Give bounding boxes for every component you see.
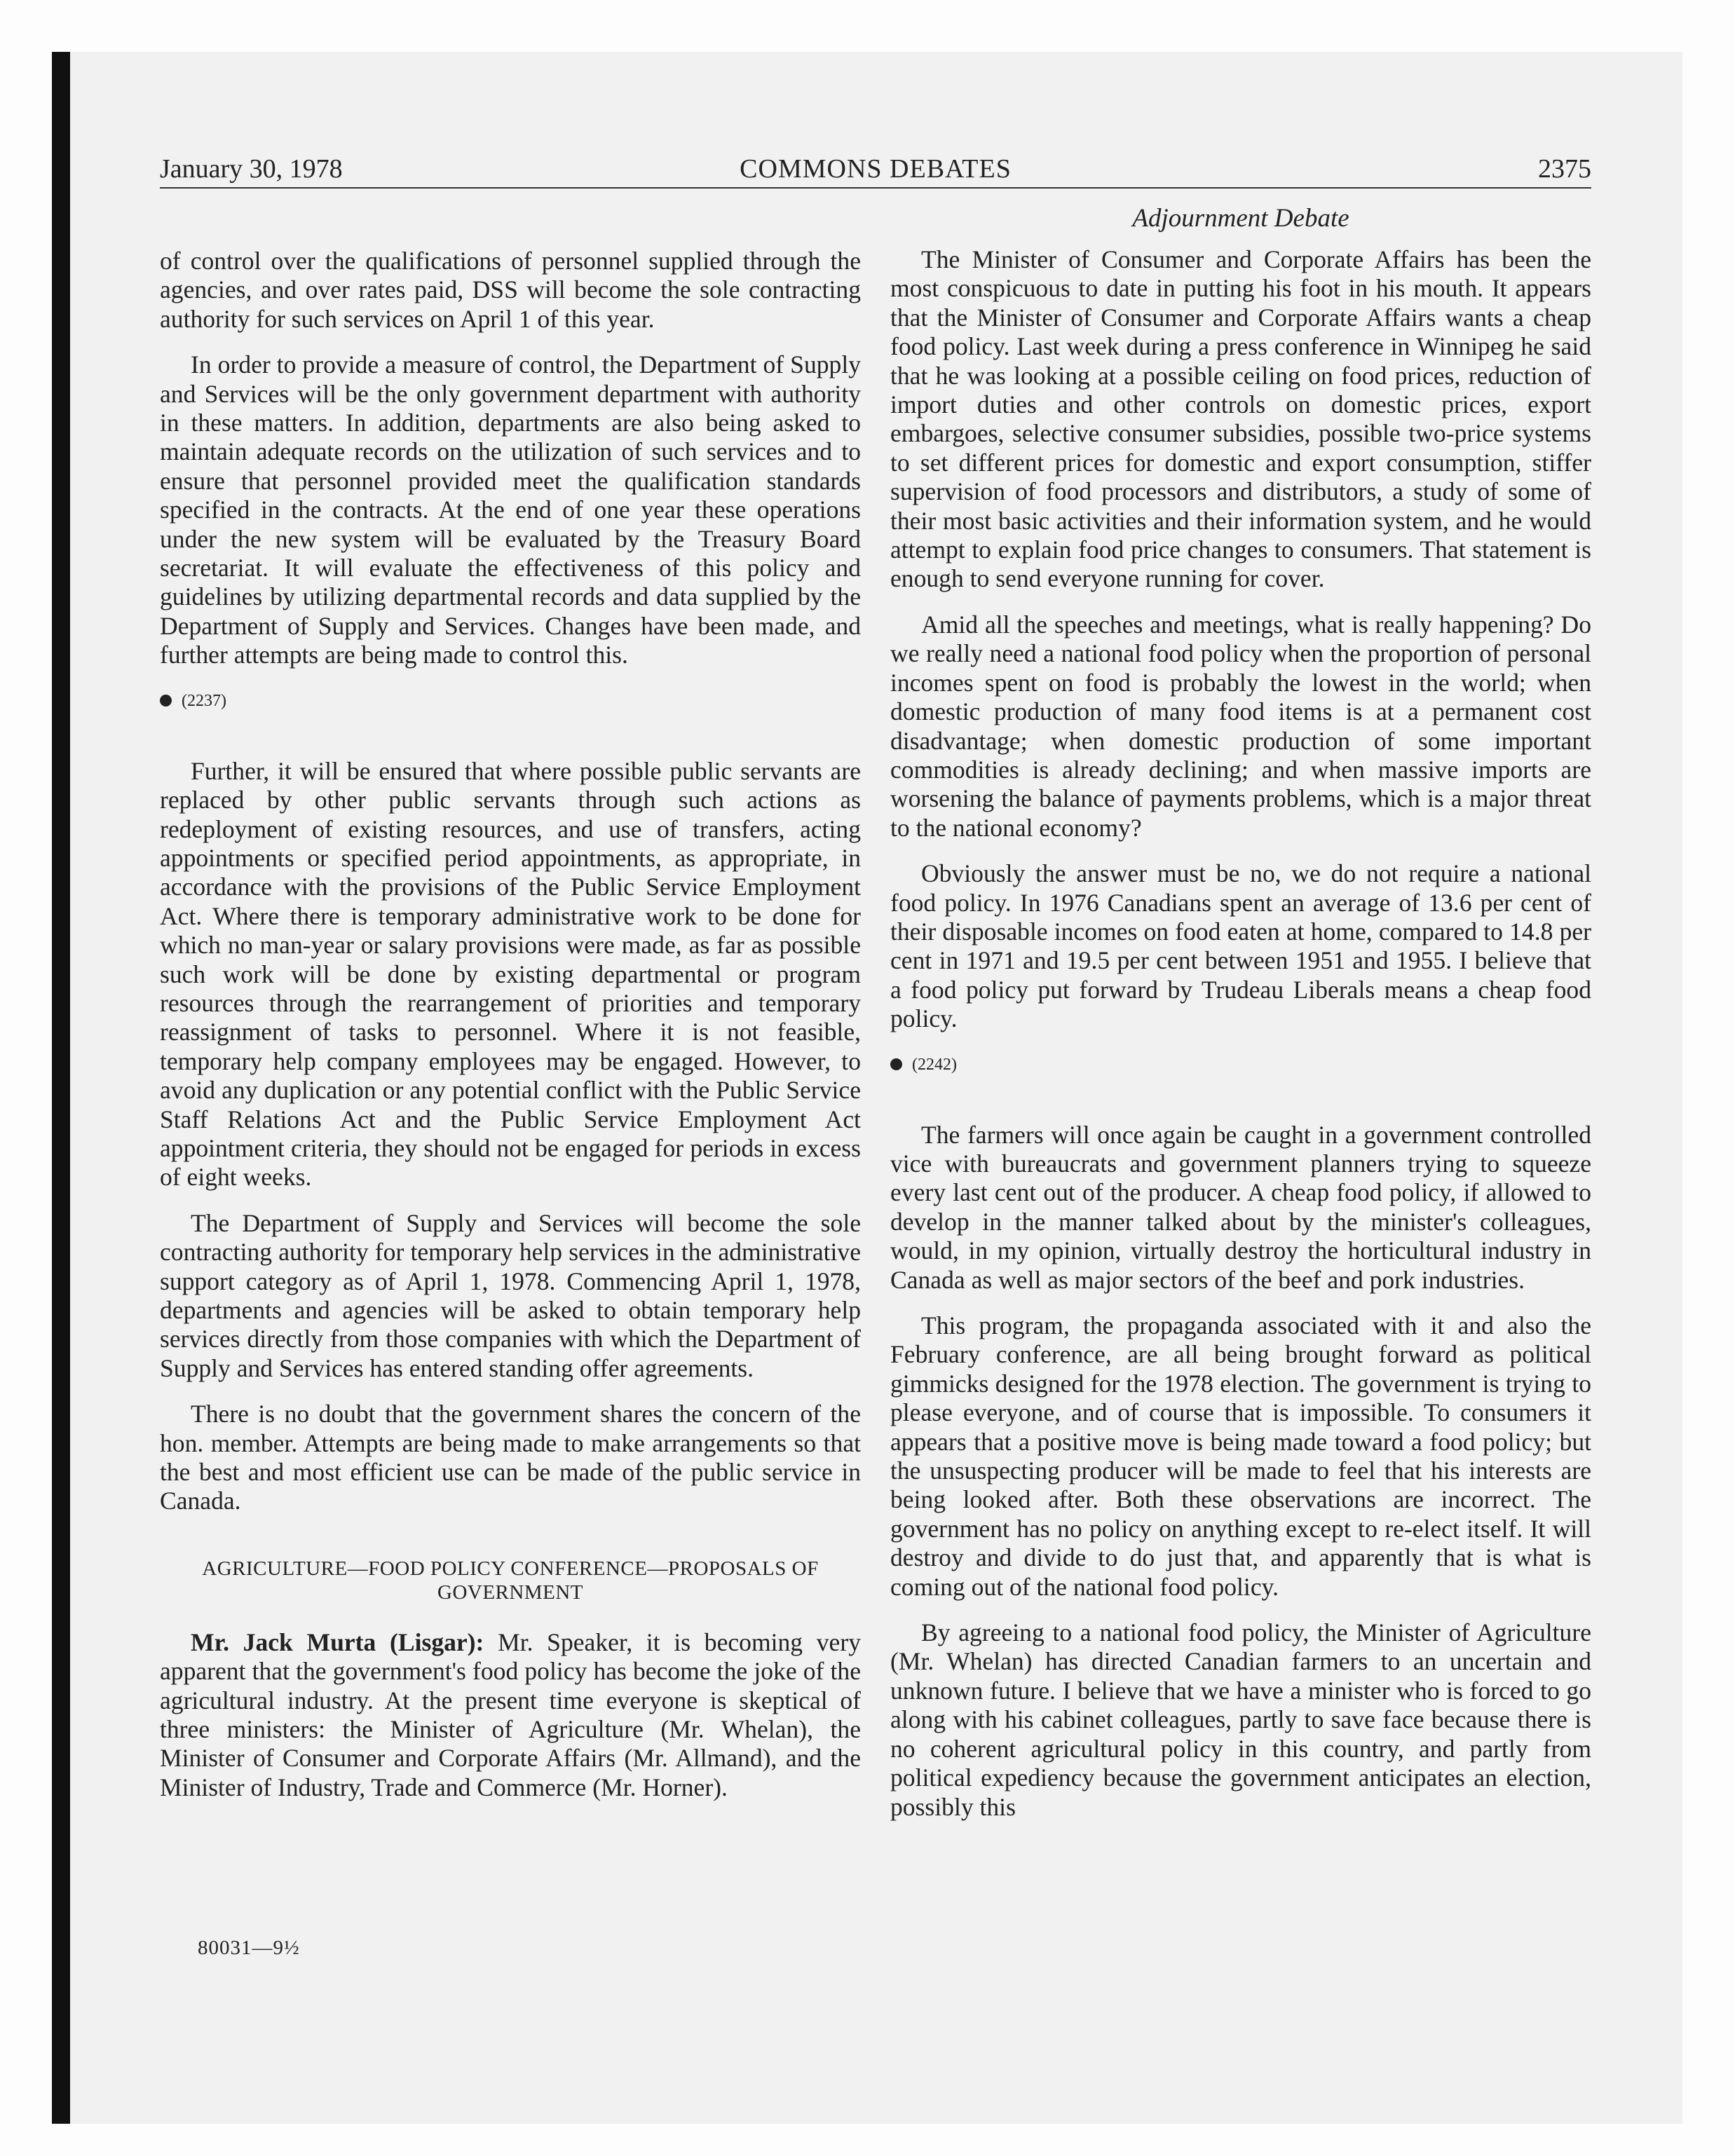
time-marker-label: (2237) <box>182 691 226 710</box>
paragraph: The Minister of Consumer and Corporate Affairs has been the most conspicuous to date in putting his foot in his mouth. It appears that the Minister of Consumer and Corporate Affairs wants a cheap food policy. Last week during a press conference in Winnipeg he said that he was looking at a possible ceiling on food prices, reduction of import duties and other controls on domestic prices, export embargoes, selective consumer subsidies, possible two-price systems to set different prices for domestic and export consumption, stiffer supervision of food processors and distributors, a study of some of their most basic activities and their information system, and he would attempt to explain food price changes to consumers. That statement is enough to send everyone running for cover. <box>890 245 1591 593</box>
paragraph: The farmers will once again be caught in a government controlled vice with bureaucrats and government planners trying to squeeze every last cent out of the producer. A cheap food policy, if allowed to develop in the manner talked about by the minister's colleagues, would, in my opinion, virtually destroy the horticultural industry in Canada as well as major sectors of the beef and pork industries. <box>890 1120 1591 1294</box>
paragraph: This program, the propaganda associated with it and also the February conference, are all being brought forward as political gimmicks designed for the 1978 election. The government is trying to please everyone, and of course that is impossible. To consumers it appears that a positive move is being made toward a food policy; but the unsuspecting producer will be made to feel that his interests are being looked after. Both these observations are incorrect. The government has no policy on anything except to re-elect itself. It will destroy and divide to do just that, and apparently that is what is coming out of the national food policy. <box>890 1311 1591 1601</box>
paragraph: Amid all the speeches and meetings, what is really happening? Do we really need a national food policy when the proportion of personal incomes spent on food is probably the lowest in the world; when domestic production of many food items is at a permanent cost disadvantage; when domestic production of some important commodities is already declining; and when massive imports are worsening the balance of payments problems, which is a major threat to the national economy? <box>890 610 1591 842</box>
paragraph: of control over the qualifications of personnel supplied through the agencies, and over rates paid, DSS will become the sole contracting authority for such services on April 1 of this year. <box>160 247 861 333</box>
section-heading: AGRICULTURE—FOOD POLICY CONFERENCE—PROPOSALS OF GOVERNMENT <box>202 1557 819 1604</box>
speaker-name: Mr. Jack Murta (Lisgar): <box>191 1628 484 1656</box>
speech-paragraph <box>160 1628 861 1802</box>
header-page-number: 2375 <box>1538 154 1591 184</box>
speech-text: Mr. Speaker, it is becoming very apparent that the government's food policy has become the joke of the agricultural industry. At the present time everyone is skeptical of three ministers: the Minister of Agriculture (Mr. Whelan), the Minister of Consumer and Corporate Affairs (Mr. Allmand), and the Minister of Industry, Trade and Commerce (Mr. Horner). <box>160 1628 861 1801</box>
paragraph: The Department of Supply and Services will become the sole contracting authority for temporary help services in the administrative support category as of April 1, 1978. Commencing April 1, 1978, departments and agencies will be asked to obtain temporary help services directly from those companies with which the Department of Supply and Services has entered standing offer agreements. <box>160 1208 861 1382</box>
page-header <box>160 151 1591 189</box>
time-marker-label: (2242) <box>912 1055 957 1074</box>
bullet-dot-icon <box>890 1058 902 1070</box>
paragraph: In order to provide a measure of control, the Department of Supply and Services will be the only government department with authority in these matters. In addition, departments are also being asked to maintain adequate records on the utilization of such services and to ensure that personnel provided meet the qualification standards specified in the contracts. At the end of one year these operations under the new system will be evaluated by the Treasury Board secretariat. It will evaluate the effectiveness of this policy and guidelines by utilizing departmental records and data supplied by the Department of Supply and Services. Changes have been made, and further attempts are being made to control this. <box>160 350 861 669</box>
paragraph: Obviously the answer must be no, we do not require a national food policy. In 1976 Canadians spent an average of 13.6 per cent of their disposable incomes on food eaten at home, compared to 14.8 per cent in 1971 and 19.5 per cent between 1951 and 1955. I believe that a food policy put forward by Trudeau Liberals means a cheap food policy. <box>890 859 1591 1033</box>
left-column <box>160 247 861 1819</box>
time-marker <box>160 687 861 715</box>
time-marker <box>890 1051 1591 1079</box>
paragraph: Further, it will be ensured that where possible public servants are replaced by other public servants through such actions as redeployment of existing resources, and use of transfers, acting appointments or specified period appointments, as appropriate, in accordance with the provisions of the Public Service Employment Act. Where there is temporary administrative work to be done for which no man-year or salary provisions were made, as far as possible such work will be done by existing departmental or program resources through the rearrangement of priorities and temporary reassignment of tasks to personnel. Where it is not feasible, temporary help company employees may be engaged. However, to avoid any duplication or any potential conflict with the Public Service Staff Relations Act and the Public Service Employment Act appointment criteria, they should not be engaged for periods in excess of eight weeks. <box>160 756 861 1192</box>
right-column <box>890 203 1591 1838</box>
section-title: Adjournment Debate <box>1132 204 1349 233</box>
paragraph: There is no doubt that the government shares the concern of the hon. member. Attempts are being made to make arrangements so that the best and most efficient use can be made of the public service in Canada. <box>160 1400 861 1515</box>
header-title: COMMONS DEBATES <box>740 154 1012 184</box>
paragraph: By agreeing to a national food policy, the Minister of Agriculture (Mr. Whelan) has directed Canadian farmers to an uncertain and unknown future. I believe that we have a minister who is forced to go along with his cabinet colleagues, partly to save face because there is no coherent agricultural policy in this country, and partly from political expediency because the government anticipates an election, possibly this <box>890 1618 1591 1821</box>
bullet-dot-icon <box>160 695 172 707</box>
header-date: January 30, 1978 <box>160 154 343 184</box>
footer-code: 80031—9½ <box>198 1937 300 1959</box>
scan-edge-bar <box>52 52 70 2124</box>
